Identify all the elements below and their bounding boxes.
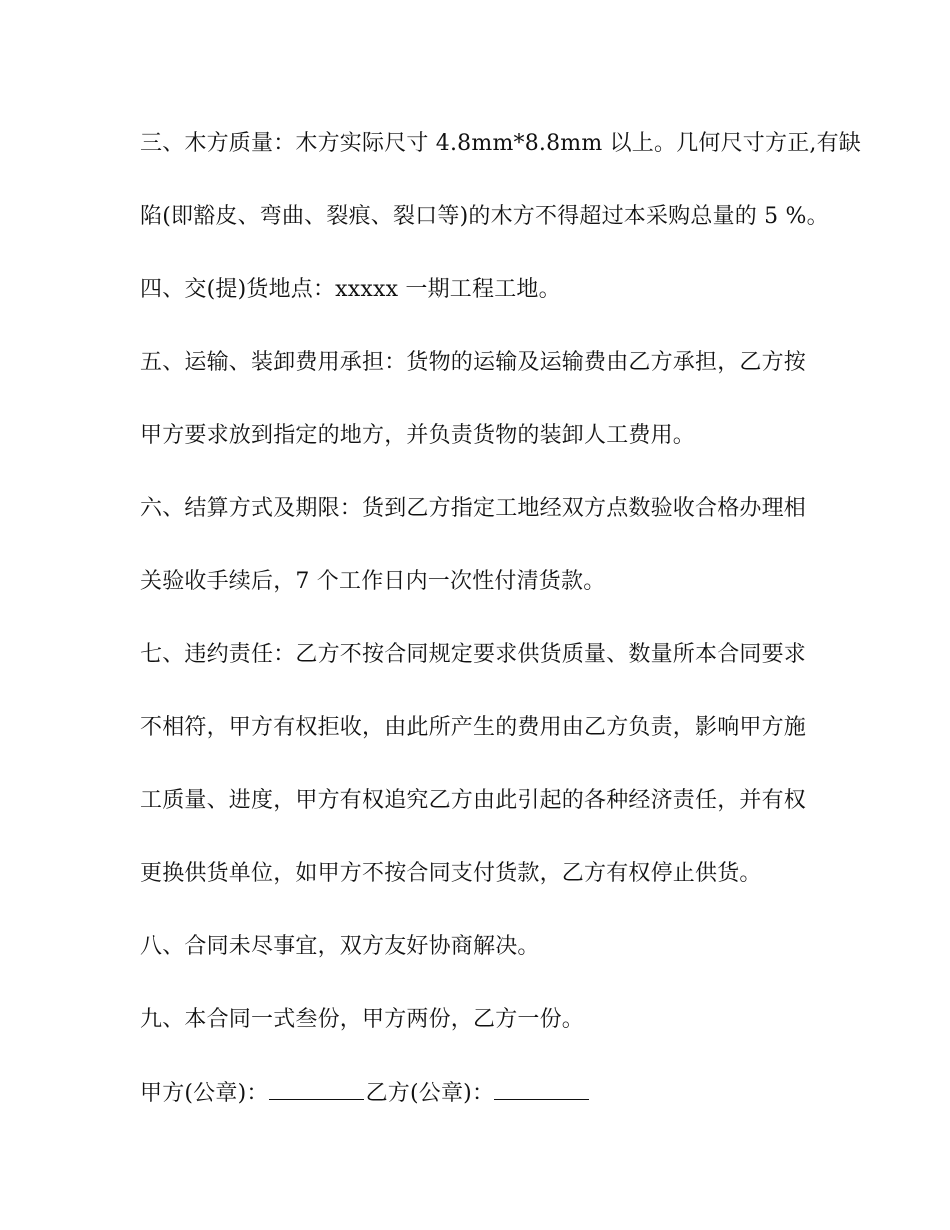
- clause-7-line-3: 工质量、进度，甲方有权追究乙方由此引起的各种经济责任，并有权: [140, 788, 807, 813]
- party-a-seal-label: 甲方(公章)：: [140, 1081, 269, 1106]
- party-b-seal-label: 乙方(公章)：: [365, 1081, 495, 1106]
- clause-7-line-1: 七、违约责任：乙方不按合同规定要求供货质量、数量所本合同要求: [140, 642, 807, 667]
- party-b-seal-blank: [494, 1079, 589, 1100]
- party-a-seal-blank: [269, 1079, 364, 1100]
- clause-6-line-1: 六、结算方式及期限：货到乙方指定工地经双方点数验收合格办理相: [140, 496, 807, 521]
- clause-8: 八、合同未尽事宜，双方友好协商解决。: [140, 934, 540, 959]
- clause-9: 九、本合同一式叁份，甲方两份，乙方一份。: [140, 1007, 585, 1032]
- clause-5-line-1: 五、运输、装卸费用承担：货物的运输及运输费由乙方承担，乙方按: [140, 350, 807, 375]
- clause-5-line-2: 甲方要求放到指定的地方，并负责货物的装卸人工费用。: [140, 423, 696, 448]
- clause-7-line-2: 不相符，甲方有权拒收，由此所产生的费用由乙方负责，影响甲方施: [140, 715, 807, 740]
- clause-7-line-4: 更换供货单位，如甲方不按合同支付货款，乙方有权停止供货。: [140, 861, 762, 886]
- clause-4: 四、交(提)货地点：xxxxx 一期工程工地。: [140, 277, 561, 302]
- clause-3-line-2: 陷(即豁皮、弯曲、裂痕、裂口等)的木方不得超过本采购总量的 5 %。: [140, 204, 829, 229]
- clause-3-line-1: 三、木方质量：木方实际尺寸 4.8mm*8.8mm 以上。几何尺寸方正,有缺: [140, 131, 862, 156]
- clause-6-line-2: 关验收手续后，7 个工作日内一次性付清货款。: [140, 569, 606, 594]
- signature-line: [140, 1079, 810, 1108]
